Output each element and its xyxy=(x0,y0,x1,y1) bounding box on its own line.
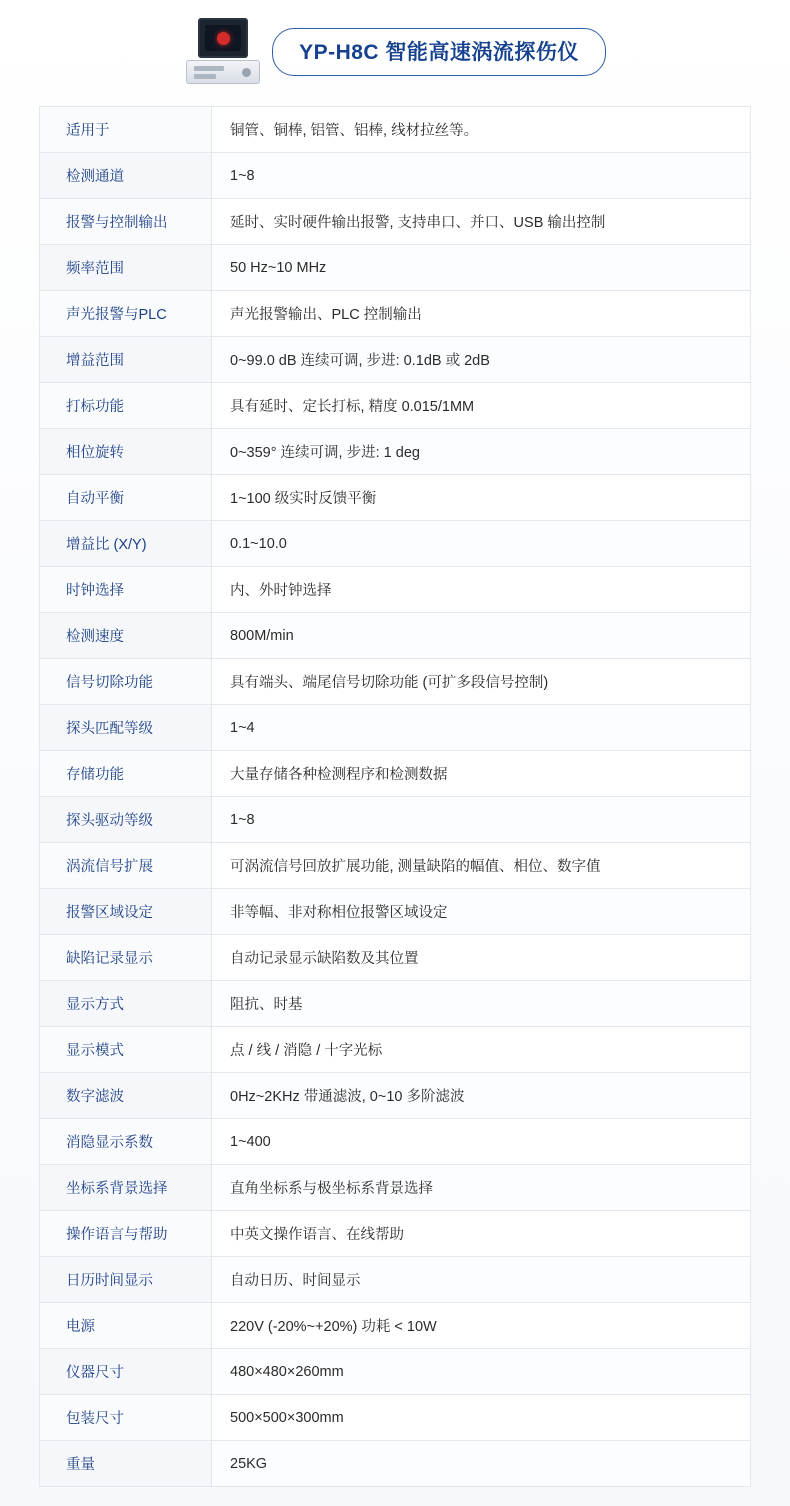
spec-key: 坐标系背景选择 xyxy=(40,1165,212,1211)
spec-key: 缺陷记录显示 xyxy=(40,935,212,981)
specification-table xyxy=(39,106,751,1487)
table-row xyxy=(40,383,751,429)
base-slot-two xyxy=(194,74,216,79)
table-row xyxy=(40,613,751,659)
base-slot-one xyxy=(194,66,224,71)
table-row xyxy=(40,705,751,751)
spec-key: 时钟选择 xyxy=(40,567,212,613)
spec-value: 50 Hz~10 MHz xyxy=(212,245,751,291)
spec-key: 重量 xyxy=(40,1441,212,1487)
spec-key: 声光报警与PLC xyxy=(40,291,212,337)
table-row xyxy=(40,1165,751,1211)
page-title: YP-H8C 智能高速涡流探伤仪 xyxy=(299,41,579,64)
spec-value: 480×480×260mm xyxy=(212,1349,751,1395)
spec-key: 操作语言与帮助 xyxy=(40,1211,212,1257)
spec-value: 大量存储各种检测程序和检测数据 xyxy=(212,751,751,797)
monitor-screen xyxy=(205,25,241,51)
table-row xyxy=(40,1441,751,1487)
table-row xyxy=(40,153,751,199)
spec-value: 非等幅、非对称相位报警区域设定 xyxy=(212,889,751,935)
spec-key: 频率范围 xyxy=(40,245,212,291)
spec-key: 存储功能 xyxy=(40,751,212,797)
screen-indicator-dot xyxy=(217,32,230,45)
spec-key: 仪器尺寸 xyxy=(40,1349,212,1395)
table-row xyxy=(40,1303,751,1349)
spec-value: 0~359° 连续可调, 步进: 1 deg xyxy=(212,429,751,475)
spec-key: 报警区域设定 xyxy=(40,889,212,935)
table-row xyxy=(40,199,751,245)
table-row xyxy=(40,1257,751,1303)
table-row xyxy=(40,245,751,291)
spec-value: 0.1~10.0 xyxy=(212,521,751,567)
table-row xyxy=(40,521,751,567)
table-row xyxy=(40,1211,751,1257)
table-row xyxy=(40,981,751,1027)
table-row xyxy=(40,567,751,613)
table-row xyxy=(40,751,751,797)
spec-key: 探头驱动等级 xyxy=(40,797,212,843)
spec-key: 增益范围 xyxy=(40,337,212,383)
spec-value: 阻抗、时基 xyxy=(212,981,751,1027)
monitor-icon xyxy=(198,18,248,58)
spec-value: 铜管、铜棒, 铝管、铝棒, 线材拉丝等。 xyxy=(212,107,751,153)
spec-key: 日历时间显示 xyxy=(40,1257,212,1303)
spec-value: 具有端头、端尾信号切除功能 (可扩多段信号控制) xyxy=(212,659,751,705)
page-title-frame xyxy=(272,28,606,76)
instrument-base xyxy=(186,60,260,84)
table-row xyxy=(40,1073,751,1119)
table-row xyxy=(40,107,751,153)
table-row xyxy=(40,843,751,889)
page-header xyxy=(0,0,790,102)
spec-value: 0~99.0 dB 连续可调, 步进: 0.1dB 或 2dB xyxy=(212,337,751,383)
spec-key: 检测通道 xyxy=(40,153,212,199)
table-row xyxy=(40,935,751,981)
table-row xyxy=(40,659,751,705)
spec-key: 显示模式 xyxy=(40,1027,212,1073)
spec-value: 1~8 xyxy=(212,797,751,843)
table-row xyxy=(40,429,751,475)
spec-key: 包装尺寸 xyxy=(40,1395,212,1441)
table-row xyxy=(40,1119,751,1165)
eddy-current-instrument-icon xyxy=(184,16,262,88)
spec-key: 适用于 xyxy=(40,107,212,153)
spec-value: 220V (-20%~+20%) 功耗 < 10W xyxy=(212,1303,751,1349)
spec-key: 报警与控制输出 xyxy=(40,199,212,245)
spec-value: 直角坐标系与极坐标系背景选择 xyxy=(212,1165,751,1211)
spec-key: 涡流信号扩展 xyxy=(40,843,212,889)
table-row xyxy=(40,1395,751,1441)
spec-value: 1~400 xyxy=(212,1119,751,1165)
table-row xyxy=(40,337,751,383)
spec-key: 信号切除功能 xyxy=(40,659,212,705)
spec-key: 自动平衡 xyxy=(40,475,212,521)
spec-value: 1~100 级实时反馈平衡 xyxy=(212,475,751,521)
spec-key: 增益比 (X/Y) xyxy=(40,521,212,567)
table-row xyxy=(40,1027,751,1073)
table-row xyxy=(40,475,751,521)
spec-value: 内、外时钟选择 xyxy=(212,567,751,613)
spec-value: 声光报警输出、PLC 控制输出 xyxy=(212,291,751,337)
spec-key: 相位旋转 xyxy=(40,429,212,475)
spec-value: 1~4 xyxy=(212,705,751,751)
spec-value: 500×500×300mm xyxy=(212,1395,751,1441)
spec-value: 1~8 xyxy=(212,153,751,199)
table-row xyxy=(40,797,751,843)
spec-key: 探头匹配等级 xyxy=(40,705,212,751)
spec-value: 0Hz~2KHz 带通滤波, 0~10 多阶滤波 xyxy=(212,1073,751,1119)
table-row xyxy=(40,1349,751,1395)
spec-key: 打标功能 xyxy=(40,383,212,429)
spec-key: 检测速度 xyxy=(40,613,212,659)
table-row xyxy=(40,291,751,337)
base-knob-icon xyxy=(242,68,251,77)
spec-value: 点 / 线 / 消隐 / 十字光标 xyxy=(212,1027,751,1073)
spec-value: 延时、实时硬件输出报警, 支持串口、并口、USB 输出控制 xyxy=(212,199,751,245)
spec-value: 自动记录显示缺陷数及其位置 xyxy=(212,935,751,981)
spec-value: 25KG xyxy=(212,1441,751,1487)
spec-value: 具有延时、定长打标, 精度 0.015/1MM xyxy=(212,383,751,429)
table-row xyxy=(40,889,751,935)
page-bottom-spacer xyxy=(0,1487,790,1503)
spec-value: 可涡流信号回放扩展功能, 测量缺陷的幅值、相位、数字值 xyxy=(212,843,751,889)
spec-key: 数字滤波 xyxy=(40,1073,212,1119)
spec-value: 800M/min xyxy=(212,613,751,659)
spec-value: 自动日历、时间显示 xyxy=(212,1257,751,1303)
specification-table-body xyxy=(40,107,751,1487)
spec-value: 中英文操作语言、在线帮助 xyxy=(212,1211,751,1257)
spec-key: 消隐显示系数 xyxy=(40,1119,212,1165)
spec-key: 电源 xyxy=(40,1303,212,1349)
spec-key: 显示方式 xyxy=(40,981,212,1027)
